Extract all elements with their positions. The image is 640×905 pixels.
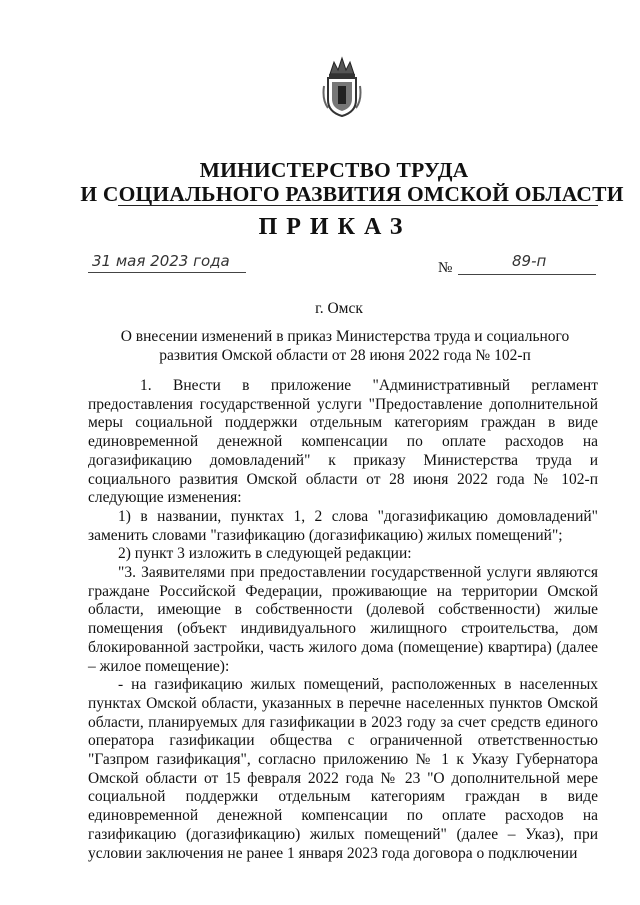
header-rule: [118, 205, 598, 206]
document-type-title: ПРИКАЗ: [258, 214, 412, 240]
paragraph-1: 1. Внести в приложение "Административный регламент предоставления государственной услуги "Предоставление дополнительной меры социальной поддержки отдельным категориям граждан в виде единовременной денежной компенсации по оплате расходов на догазификацию домовладений" к приказу Министерства труда и социального развития Омской области от 28 июня 2022 года № 102-п следующие изменения:: [88, 377, 598, 507]
order-number-handwritten: 89-п: [512, 252, 547, 270]
paragraph-5: - на газификацию жилых помещений, расположенных в населенных пунктах Омской области, указанных в перечне населенных пунктов Омской области, планируемых для газификации в 2023 году за счет средств единого оператора газификации общества с ограниченной ответственностью "Газпром газификация", согласно приложению № 1 к Указу Губернатора Омской области от 15 февраля 2022 года № 23 "О дополнительной мере социальной поддержки отдельным категориям граждан в виде единовременной денежной компенсации по оплате расходов на газификацию (догазификацию) жилых помещений" (далее – Указ), при условии заключения не ранее 1 января 2023 года договора о подключении: [88, 676, 598, 862]
number-underline: [458, 274, 596, 275]
ministry-name-line-2: И СОЦИАЛЬНОГО РАЗВИТИЯ ОМСКОЙ ОБЛАСТИ: [80, 182, 624, 206]
order-subject: О внесении изменений в приказ Министерства труда и социального развития Омской области от 28 июня 2022 года № 102-п: [120, 328, 570, 364]
paragraph-2: 1) в названии, пунктах 1, 2 слова "догазификацию домовладений" заменить словами "газификацию (догазификацию) жилых помещений";: [88, 507, 598, 544]
order-body: [88, 377, 598, 863]
date-underline: [88, 272, 246, 273]
city: г. Омск: [315, 300, 363, 317]
order-date-handwritten: 31 мая 2023 года: [92, 252, 230, 270]
order-number-label: №: [438, 260, 453, 276]
paragraph-3: 2) пункт 3 изложить в следующей редакции:: [118, 545, 412, 563]
paragraph-4: "3. Заявителями при предоставлении государственной услуги являются граждане Российской Федерации, проживающие на территории Омской области, имеющие в собственности (долевой собственности) жилые помещения (объект индивидуального жилищного строительства, дом блокированной застройки, часть жилого дома (помещение) квартира) (далее – жилое помещение):: [88, 564, 598, 675]
coat-of-arms-icon: [322, 56, 362, 118]
ministry-name-line-1: МИНИСТЕРСТВО ТРУДА: [199, 158, 469, 182]
